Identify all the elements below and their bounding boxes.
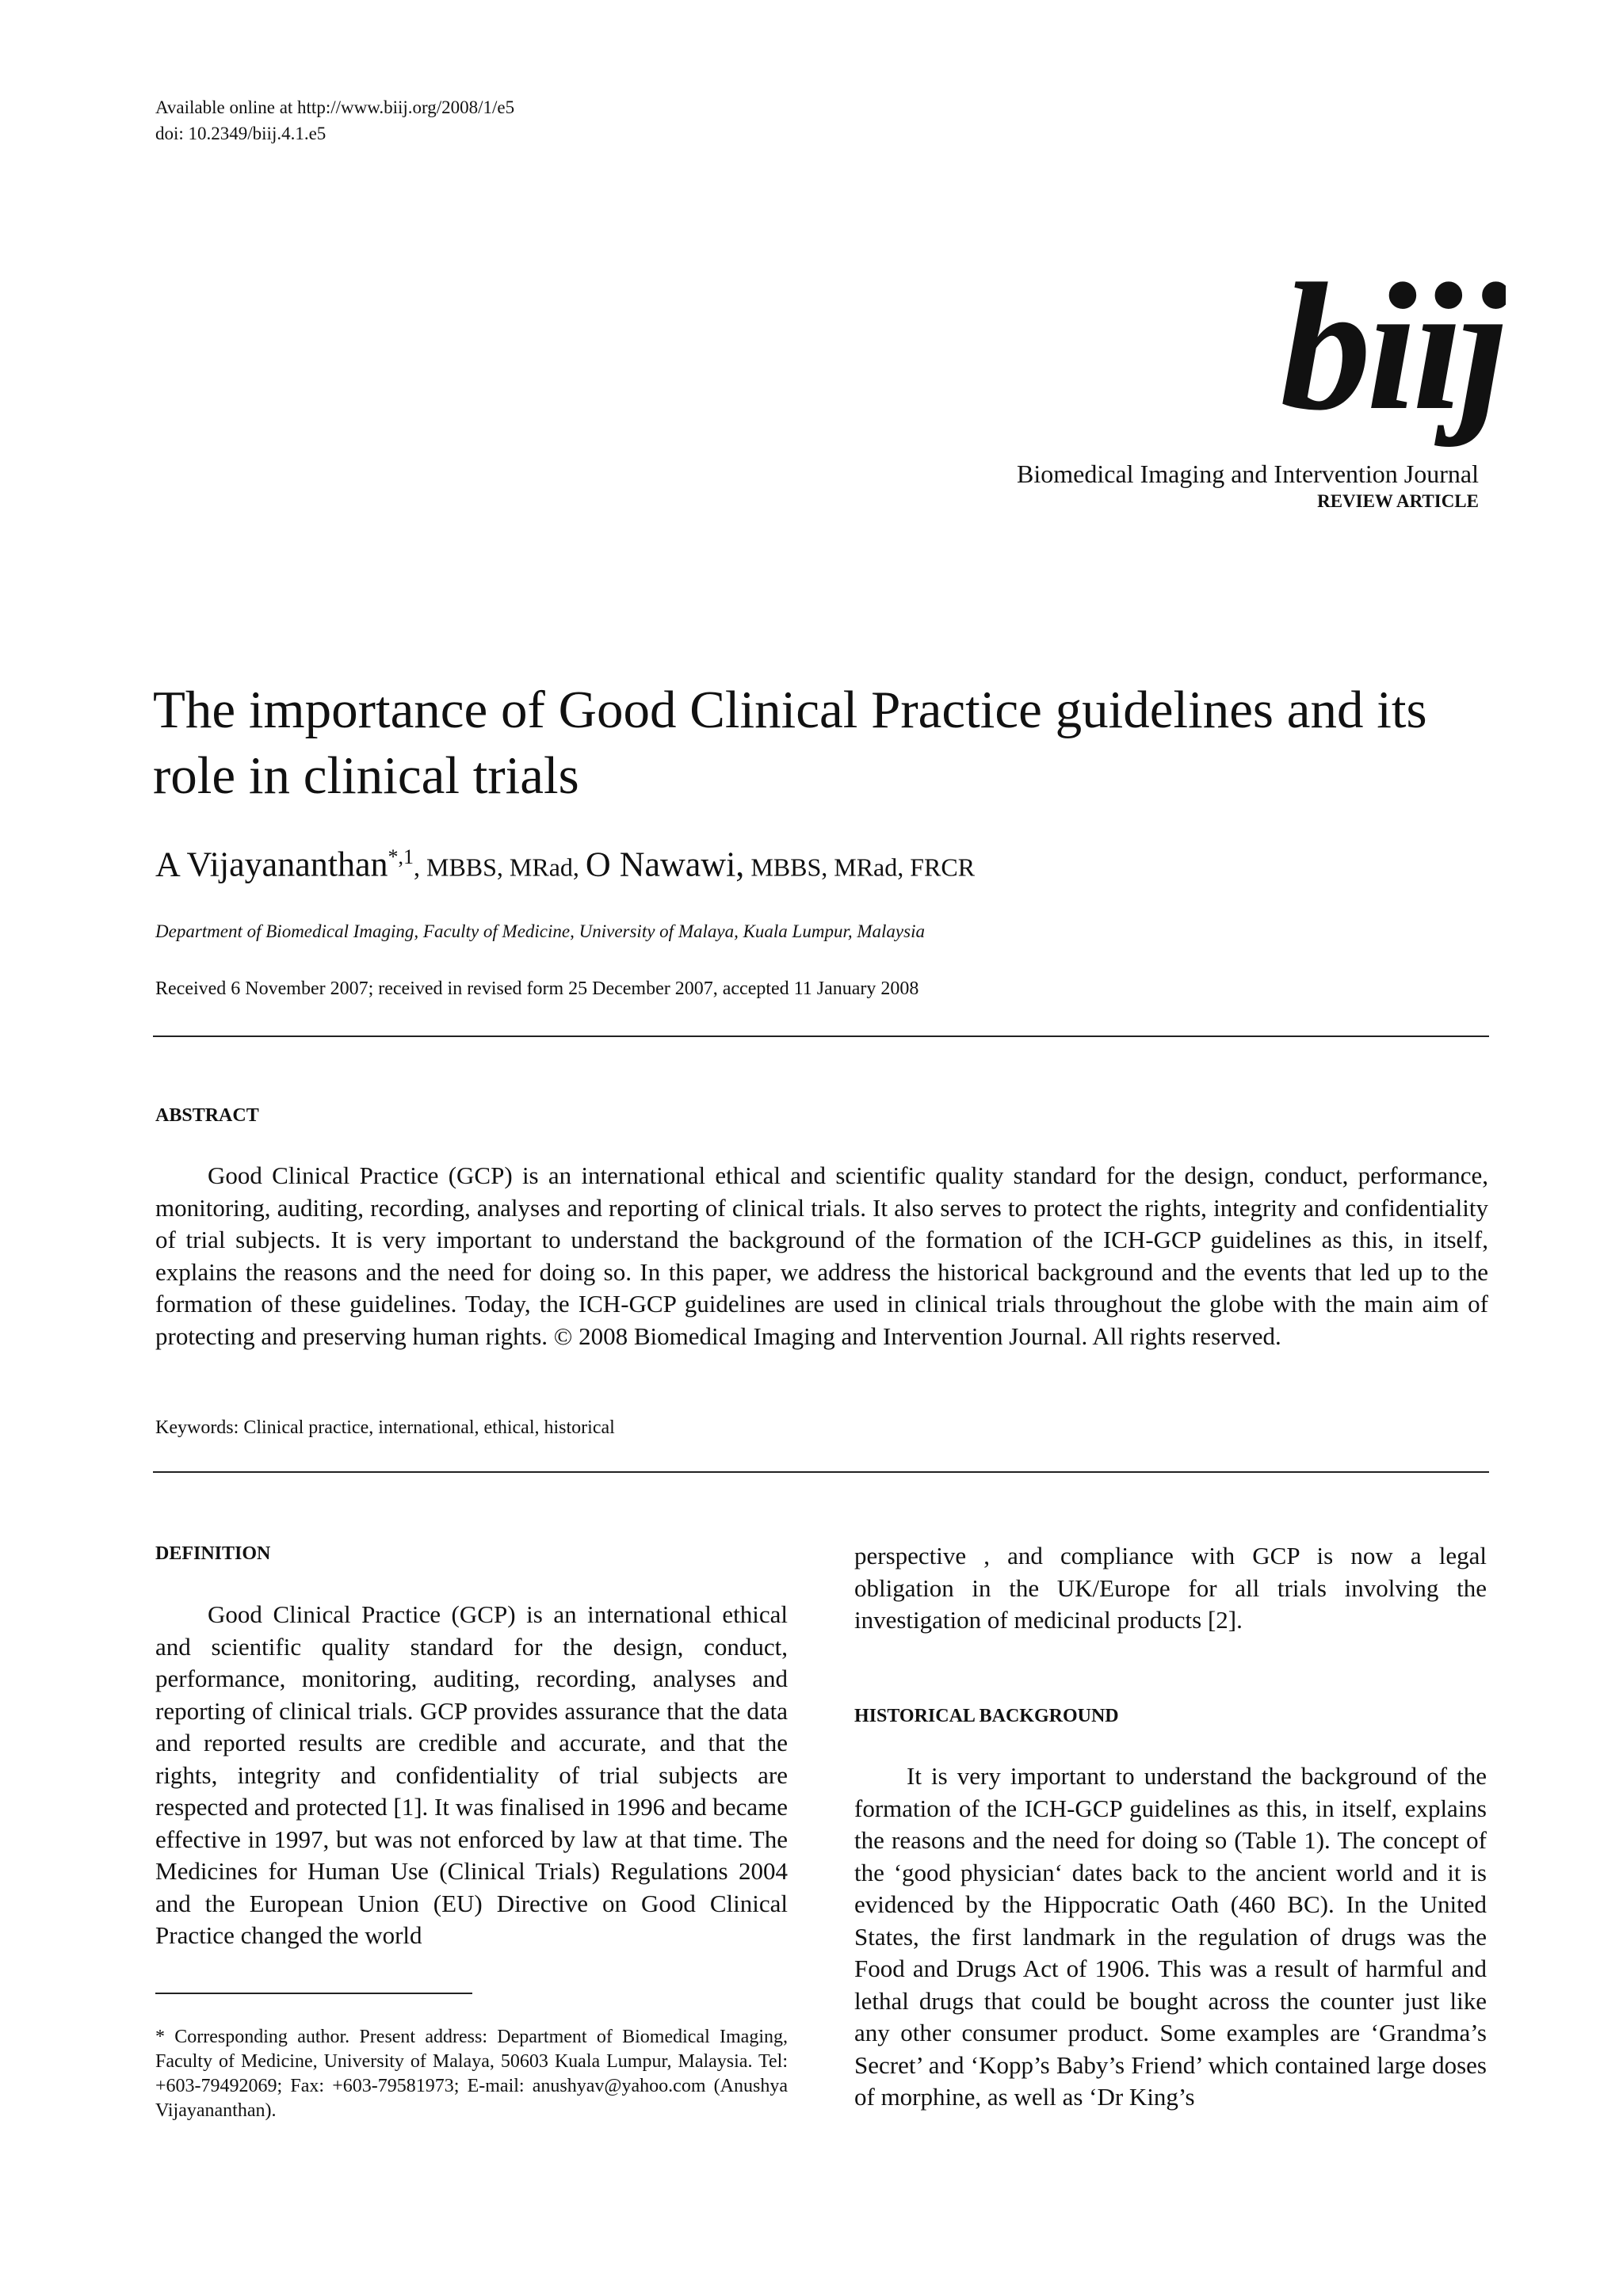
author-1-qualifications: , MBBS, MRad,	[413, 852, 586, 882]
abstract-heading: ABSTRACT	[155, 1105, 259, 1126]
historical-background-paragraph: It is very important to understand the background of the formation of the ICH-GCP guidelines as this, in itself, explains the reasons and the need for doing so (Table 1). The concept of the ‘good physician‘ dates back to the ancient world and it is evidenced by the Hippocratic Oath (460 BC). In the United States, the first landmark in the regulation of drugs was the Food and Drugs Act of 1906. This was a result of harmful and lethal drugs that could be bought across the counter just like any other consumer product. Some examples are ‘Grandma’s Secret’ and ‘Kopp’s Baby’s Friend’ which contained large doses of morphine, as well as ‘Dr King’s	[854, 1762, 1487, 2111]
article-type: REVIEW ARTICLE	[1317, 491, 1479, 511]
abstract-text: Good Clinical Practice (GCP) is an international ethical and scientific quality standard for the design, conduct, performance, monitoring, auditing, recording, analyses and reporting of clinical trials. It also serves to protect the rights, integrity and confidentiality of trial subjects. It is very important to understand the background of the formation of the ICH-GCP guidelines as this, in itself, explains the reasons and the need for doing so. In this paper, we address the historical background and the events that led up to the formation of these guidelines. Today, the ICH-GCP guidelines are used in clinical trials throughout the globe with the main aim of protecting and preserving human rights. © 2008 Biomedical Imaging and Intervention Journal. All rights reserved.	[155, 1161, 1488, 1350]
footnote-rule	[155, 1993, 472, 1994]
author-1-marks: *,1	[388, 845, 414, 868]
historical-background-heading: HISTORICAL BACKGROUND	[854, 1706, 1119, 1726]
definition-continued-paragraph: perspective , and compliance with GCP is now a legal obligation in the UK/Europe for all trials involving the investigation of medicinal products [2].	[854, 1542, 1487, 1634]
availability-line: Available online at http://www.biij.org/2008/1/e5	[155, 97, 515, 117]
logo-text: biij	[1280, 261, 1504, 448]
divider-bottom	[153, 1471, 1489, 1473]
definition-paragraph: Good Clinical Practice (GCP) is an international ethical and scientific quality standard for the design, conduct, performance, monitoring, auditing, recording, analyses and reporting of clinical trials. GCP provides assurance that the data and reported results are credible and accurate, and that the rights, integrity and confidentiality of trial subjects are respected and protected [1]. It was finalised in 1996 and became effective in 1997, but was not enforced by law at that time. The Medicines for Human Use (Clinical Trials) Regulations 2004 and the European Union (EU) Directive on Good Clinical Practice changed the world	[155, 1600, 788, 1949]
author-1-name: A Vijayananthan	[155, 845, 388, 884]
author-2-name: O Nawawi,	[585, 845, 745, 884]
article-title: The importance of Good Clinical Practice guidelines and its role in clinical trials	[153, 681, 1427, 805]
journal-logo	[1236, 261, 1506, 460]
doi-line: doi: 10.2349/biij.4.1.e5	[155, 124, 327, 143]
definition-heading: DEFINITION	[155, 1543, 271, 1564]
author-line	[155, 833, 975, 891]
keywords: Keywords: Clinical practice, international, ethical, historical	[155, 1417, 615, 1438]
divider-top	[153, 1035, 1489, 1037]
affiliation: Department of Biomedical Imaging, Faculty of Medicine, University of Malaya, Kuala Lumpur, Malaysia	[155, 921, 925, 941]
corresponding-author-footnote: * Corresponding author. Present address: Department of Biomedical Imaging, Faculty of Medicine, University of Malaya, 50603 Kuala Lumpur, Malaysia. Tel: +603-79492069; Fax: +603-79581973; E-mail: anushyav@yahoo.com (Anushya Vijayananthan).	[155, 2027, 788, 2121]
received-dates: Received 6 November 2007; received in revised form 25 December 2007, accepted 11 January 2008	[155, 978, 919, 999]
journal-name: Biomedical Imaging and Intervention Journal	[1017, 460, 1479, 488]
author-2-qualifications: MBBS, MRad, FRCR	[744, 852, 976, 882]
